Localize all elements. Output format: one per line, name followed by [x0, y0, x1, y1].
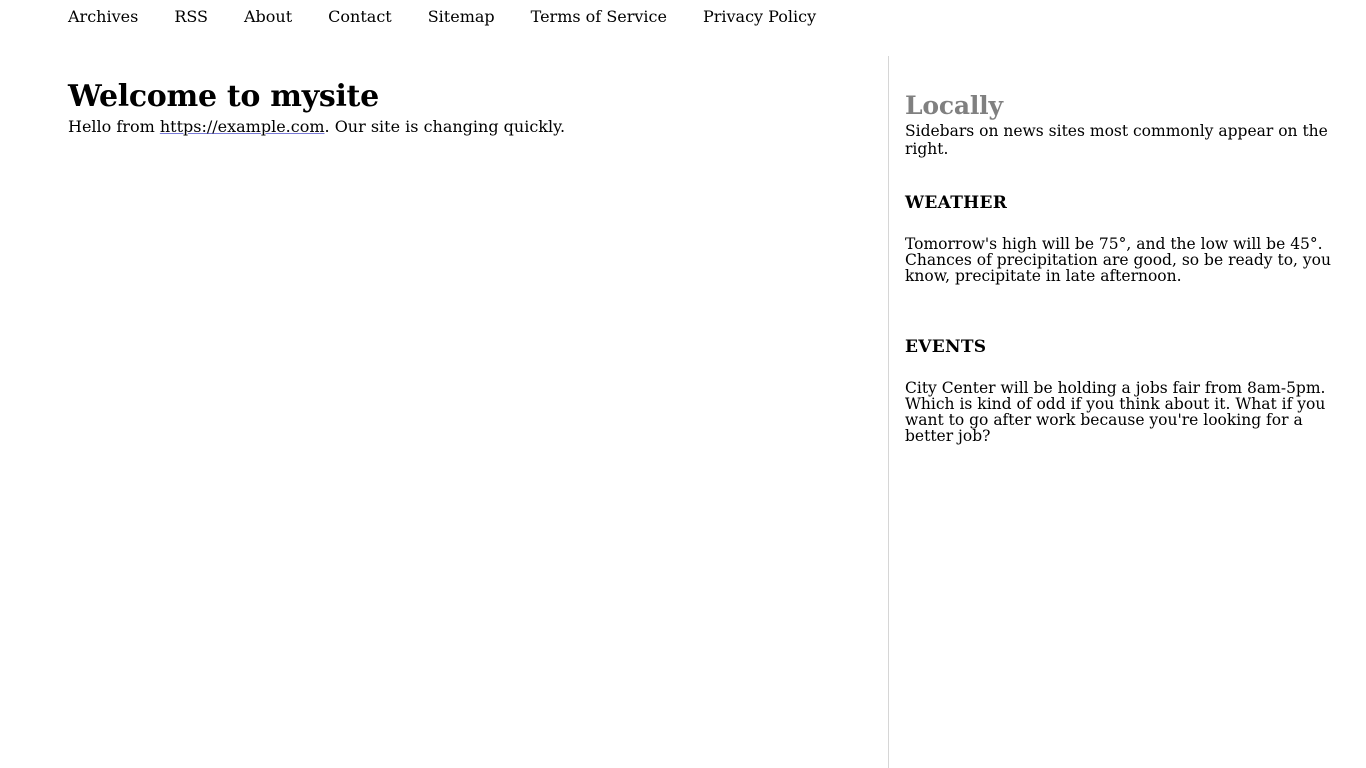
page-title: Welcome to mysite [68, 79, 379, 114]
nav-link-archives[interactable]: Archives [68, 7, 139, 26]
main-content [68, 80, 848, 138]
events-heading: EVENTS [905, 337, 987, 357]
top-navigation [68, 4, 852, 30]
nav-link-privacy-policy[interactable]: Privacy Policy [702, 7, 817, 26]
weather-text: Tomorrow's high will be 75°, and the low will be 45°. Chances of precipitation are good, so be ready to, you know, precipitate in late afternoon. [905, 235, 1331, 285]
events-text: City Center will be holding a jobs fair from 8am-5pm. Which is kind of odd if you think about it. What if you want to go after work because you're looking for a better job? [905, 379, 1326, 445]
nav-link-rss[interactable]: RSS [174, 7, 208, 26]
intro-suffix: . Our site is changing quickly. [324, 117, 566, 136]
nav-link-about[interactable]: About [244, 7, 293, 26]
sidebar [905, 91, 1345, 445]
sidebar-divider [888, 56, 889, 768]
nav-link-contact[interactable]: Contact [328, 7, 392, 26]
sidebar-intro: Sidebars on news sites most commonly appear on the right. [905, 122, 1328, 158]
intro-prefix: Hello from [68, 117, 160, 136]
nav-link-terms-of-service[interactable]: Terms of Service [530, 7, 667, 26]
intro-paragraph [68, 116, 848, 138]
intro-link[interactable]: https://example.com [159, 117, 325, 136]
sidebar-title: Locally [905, 91, 1003, 120]
nav-link-sitemap[interactable]: Sitemap [427, 7, 495, 26]
weather-heading: WEATHER [905, 193, 1008, 213]
